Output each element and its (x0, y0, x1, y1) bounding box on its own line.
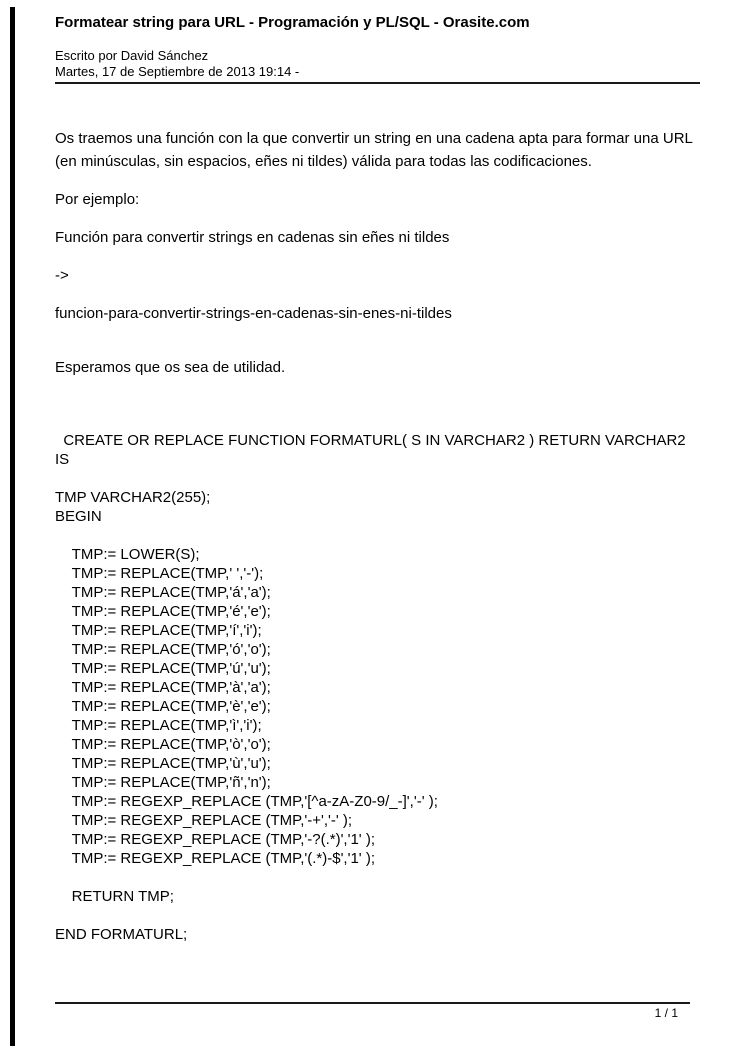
article-body (55, 127, 703, 944)
code-line: TMP:= REPLACE(TMP,'ú','u'); (55, 660, 271, 677)
author-byline: Escrito por David Sánchez (55, 48, 209, 63)
code-line (55, 906, 703, 925)
code-line: TMP:= REPLACE(TMP,'í','i'); (55, 622, 262, 639)
intro-paragraph: Os traemos una función con la que convertir un string en una cadena apta para formar una URL (en minúsculas, sin espacios, eñes ni tildes) válida para todas las codificaciones. (55, 130, 693, 170)
header-divider (55, 82, 700, 84)
code-line: TMP:= REPLACE(TMP,'ò','o'); (55, 736, 271, 753)
code-line: RETURN TMP; (55, 888, 174, 905)
code-line: TMP:= REPLACE(TMP,'á','a'); (55, 584, 271, 601)
document-header (55, 14, 700, 80)
code-line: TMP:= REGEXP_REPLACE (TMP,'-+','-' ); (55, 812, 353, 829)
code-line (55, 868, 703, 887)
code-line: TMP VARCHAR2(255); (55, 489, 211, 506)
code-line: TMP:= REPLACE(TMP,' ','-'); (55, 565, 264, 582)
code-line: TMP:= REGEXP_REPLACE (TMP,'(.*)-$','1' ); (55, 850, 376, 867)
page-number-indicator: 1 / 1 (654, 1006, 678, 1020)
code-line: TMP:= REPLACE(TMP,'ñ','n'); (55, 774, 271, 791)
code-line: TMP:= REPLACE(TMP,'ì','i'); (55, 717, 262, 734)
code-line: BEGIN (55, 508, 102, 525)
closing-paragraph: Esperamos que os sea de utilidad. (55, 359, 286, 376)
code-line: TMP:= REPLACE(TMP,'ù','u'); (55, 755, 271, 772)
example-label: Por ejemplo: (55, 191, 140, 208)
code-line: TMP:= REPLACE(TMP,'è','e'); (55, 698, 271, 715)
code-line: CREATE OR REPLACE FUNCTION FORMATURL( S IN VARCHAR2 ) RETURN VARCHAR2 (55, 432, 686, 449)
example-source-text: Función para convertir strings en cadenas sin eñes ni tildes (55, 229, 450, 246)
plsql-code-block (55, 431, 703, 944)
code-line: TMP:= LOWER(S); (55, 546, 200, 563)
page-title: Formatear string para URL - Programación y PL/SQL - Orasite.com (55, 14, 530, 31)
arrow-text: -> (55, 267, 69, 284)
code-line: TMP:= REPLACE(TMP,'é','e'); (55, 603, 271, 620)
page-edge-line (10, 7, 15, 1046)
code-line: TMP:= REGEXP_REPLACE (TMP,'-?(.*)','1' ); (55, 831, 376, 848)
dateline: Martes, 17 de Septiembre de 2013 19:14 - (55, 64, 300, 79)
example-result-slug: funcion-para-convertir-strings-en-cadenas-sin-enes-ni-tildes (55, 305, 452, 322)
code-line (55, 526, 703, 545)
code-line: TMP:= REPLACE(TMP,'ó','o'); (55, 641, 271, 658)
code-line (55, 469, 703, 488)
code-line: IS (55, 451, 70, 468)
footer-divider (55, 1002, 690, 1004)
code-line: TMP:= REPLACE(TMP,'à','a'); (55, 679, 271, 696)
code-line: END FORMATURL; (55, 926, 188, 943)
code-line: TMP:= REGEXP_REPLACE (TMP,'[^a-zA-Z0-9/_-]','-' ); (55, 793, 438, 810)
